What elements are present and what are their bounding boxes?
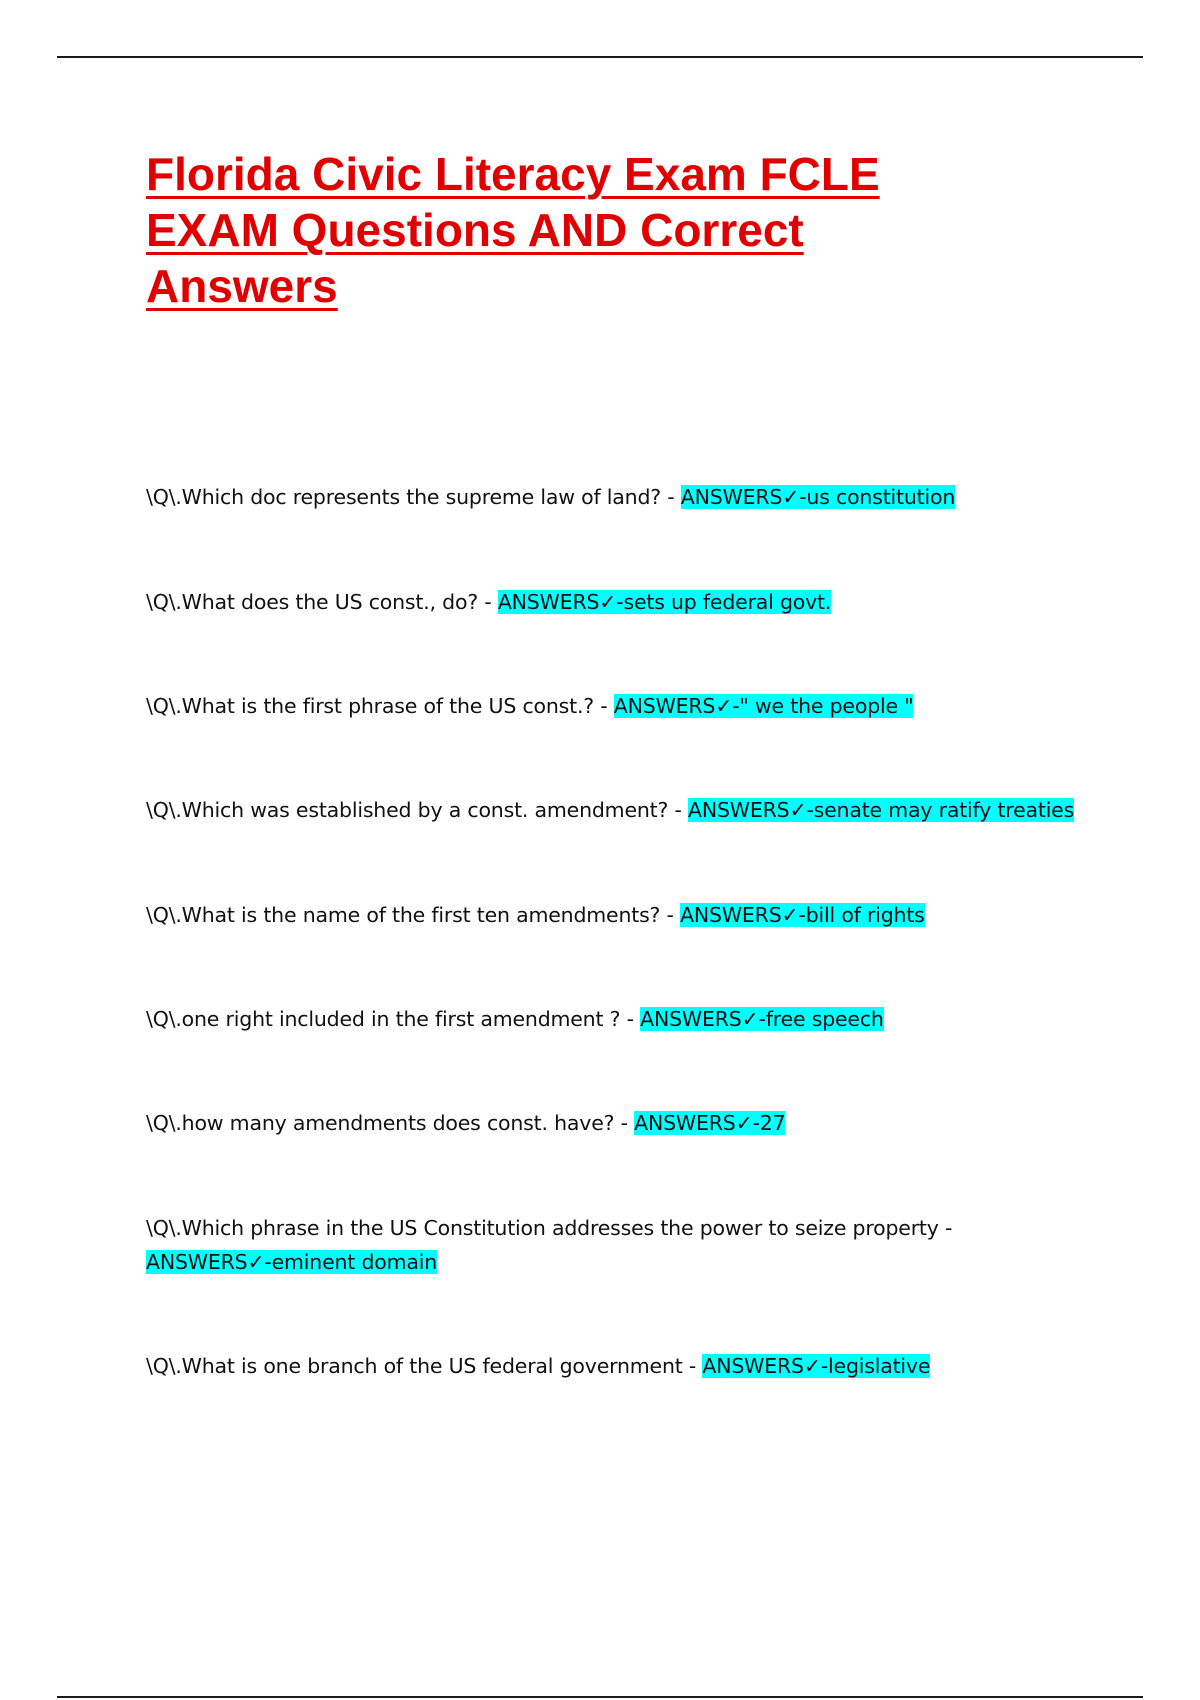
question-text: \Q\.What is one branch of the US federal government - [146, 1354, 703, 1378]
answer-highlight: ANSWERS✓-senate may ratify treaties [688, 798, 1075, 822]
question-text: \Q\.Which was established by a const. amendment? - [146, 798, 689, 822]
question-text: \Q\.how many amendments does const. have? - [146, 1111, 635, 1135]
qa-item [146, 1002, 1076, 1036]
qa-item [146, 585, 1076, 619]
qa-item [146, 793, 1076, 827]
answer-highlight: ANSWERS✓-bill of rights [680, 903, 925, 927]
question-text: \Q\.Which doc represents the supreme law of land? - [146, 485, 681, 509]
answer-highlight: ANSWERS✓-" we the people " [613, 694, 914, 718]
qa-item [146, 689, 1076, 723]
question-text: \Q\.one right included in the first amendment ? - [146, 1007, 641, 1031]
answer-highlight: ANSWERS✓-27 [634, 1111, 786, 1135]
answer-highlight: ANSWERS✓-legislative [702, 1354, 931, 1378]
answer-highlight: ANSWERS✓-eminent domain [146, 1250, 438, 1274]
answer-highlight: ANSWERS✓-free speech [640, 1007, 884, 1031]
question-text: \Q\.What does the US const., do? - [146, 590, 498, 614]
top-rule [57, 56, 1143, 58]
question-text: \Q\.What is the first phrase of the US const.? - [146, 694, 614, 718]
qa-item [146, 1106, 1076, 1140]
qa-item [146, 1211, 1076, 1279]
bottom-rule [57, 1696, 1143, 1698]
answer-highlight: ANSWERS✓-sets up federal govt. [497, 590, 832, 614]
question-text: \Q\.What is the name of the first ten amendments? - [146, 903, 681, 927]
qa-item [146, 898, 1076, 932]
question-text: \Q\.Which phrase in the US Constitution addresses the power to seize property - [146, 1216, 953, 1240]
qa-item [146, 480, 1076, 514]
document-title: Florida Civic Literacy Exam FCLE EXAM Questions AND Correct Answers [146, 148, 880, 312]
answer-highlight: ANSWERS✓-us constitution [680, 485, 956, 509]
qa-item [146, 1349, 1076, 1383]
